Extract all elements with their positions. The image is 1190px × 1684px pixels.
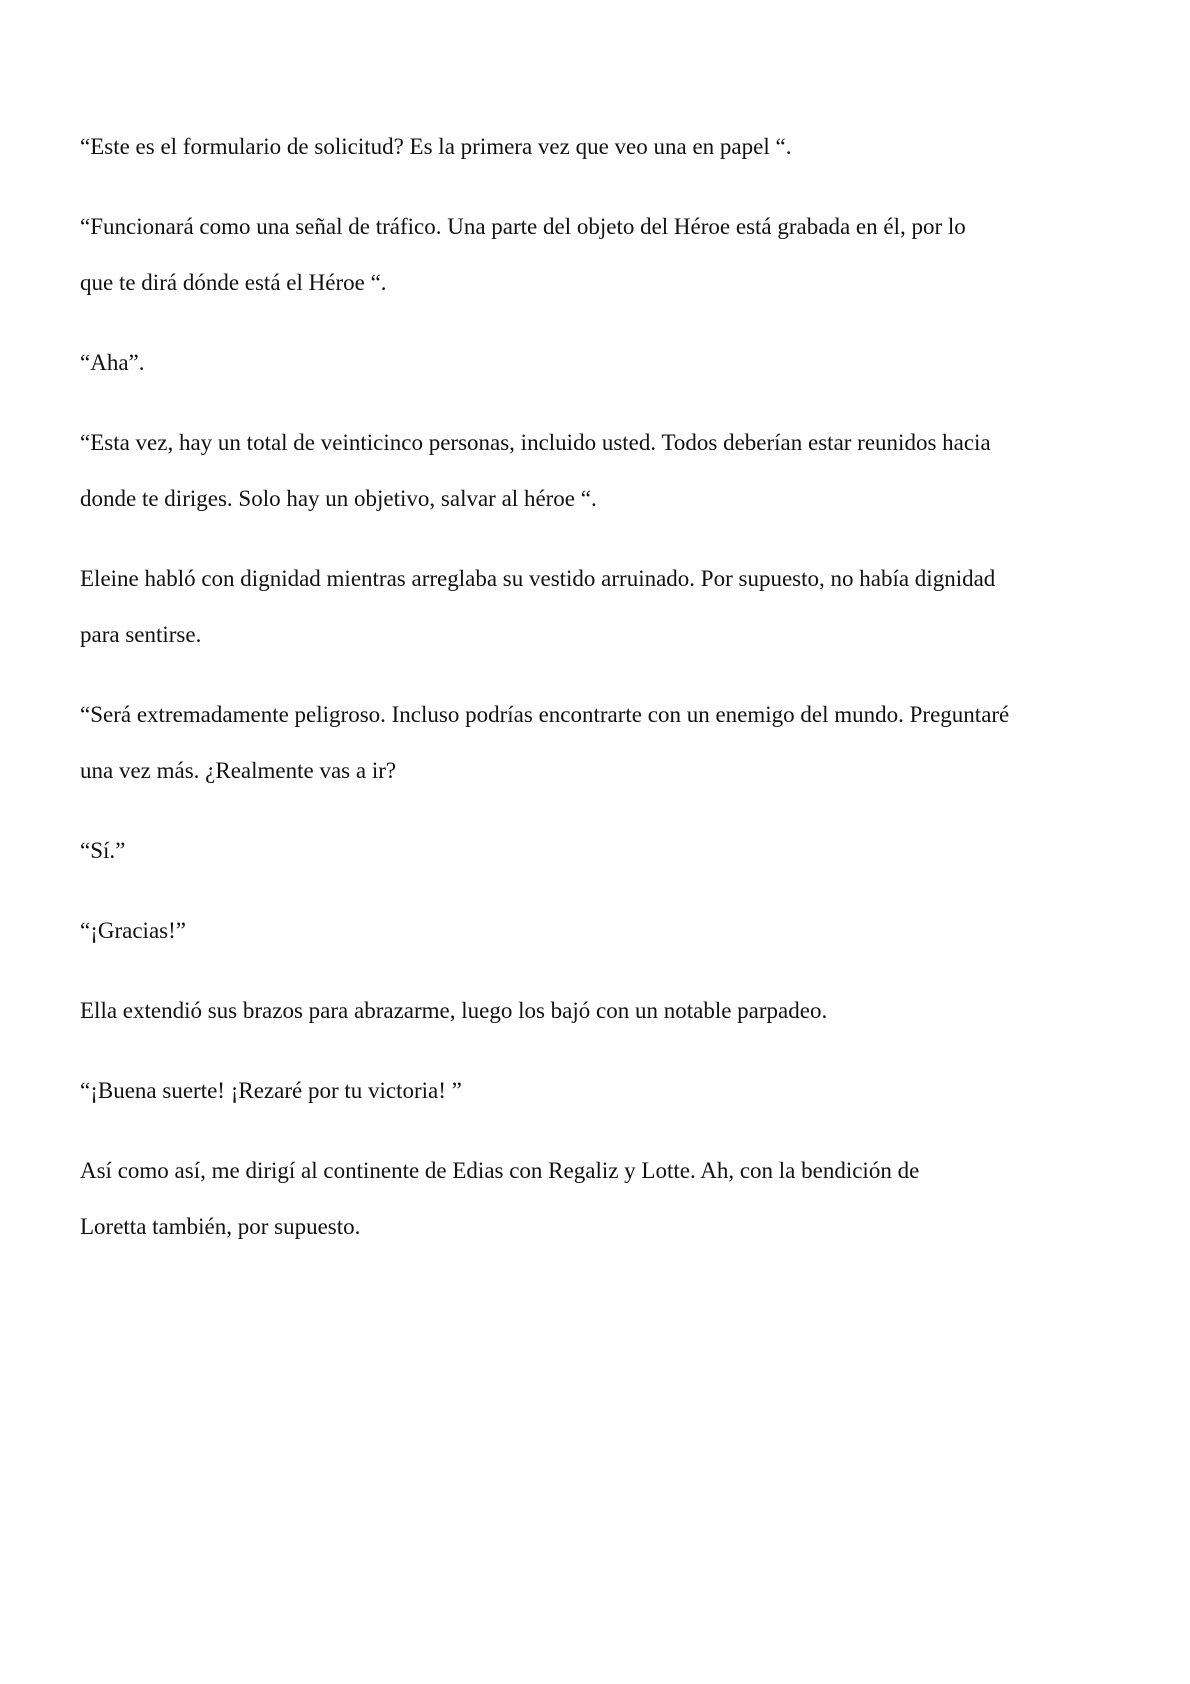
paragraph-10 <box>80 1063 1070 1119</box>
text-line: que te dirá dónde está el Héroe “. <box>80 270 387 295</box>
text-line: “¡Gracias!” <box>80 918 186 943</box>
text-line: “Será extremadamente peligroso. Incluso podrías encontrarte con un enemigo del mundo. Preguntaré <box>80 702 1010 727</box>
paragraph-7 <box>80 823 1070 879</box>
paragraph-9 <box>80 983 1070 1039</box>
text-line: para sentirse. <box>80 622 202 647</box>
text-line: Así como así, me dirigí al continente de Edias con Regaliz y Lotte. Ah, con la bendición de <box>80 1158 920 1183</box>
paragraph-4 <box>80 415 1070 527</box>
text-line: Eleine habló con dignidad mientras arreglaba su vestido arruinado. Por supuesto, no había dignidad <box>80 566 996 591</box>
text-line: “Aha”. <box>80 350 145 375</box>
paragraph-2 <box>80 199 1070 311</box>
text-line: “¡Buena suerte! ¡Rezaré por tu victoria! ” <box>80 1078 462 1103</box>
text-line: Ella extendió sus brazos para abrazarme, luego los bajó con un notable parpadeo. <box>80 998 828 1023</box>
text-line: “Este es el formulario de solicitud? Es la primera vez que veo una en papel “. <box>80 134 792 159</box>
text-line: “Funcionará como una señal de tráfico. Una parte del objeto del Héroe está grabada en él, por lo <box>80 214 966 239</box>
text-line: “Esta vez, hay un total de veinticinco personas, incluido usted. Todos deberían estar reunidos hacia <box>80 430 991 455</box>
text-line: Loretta también, por supuesto. <box>80 1214 361 1239</box>
paragraph-8 <box>80 903 1070 959</box>
paragraph-1 <box>80 119 1070 175</box>
text-line: una vez más. ¿Realmente vas a ir? <box>80 758 397 783</box>
paragraph-11 <box>80 1143 1070 1255</box>
text-line: donde te diriges. Solo hay un objetivo, salvar al héroe “. <box>80 486 597 511</box>
paragraph-3 <box>80 335 1070 391</box>
paragraph-6 <box>80 687 1070 799</box>
text-line: “Sí.” <box>80 838 126 863</box>
paragraph-5 <box>80 551 1070 663</box>
